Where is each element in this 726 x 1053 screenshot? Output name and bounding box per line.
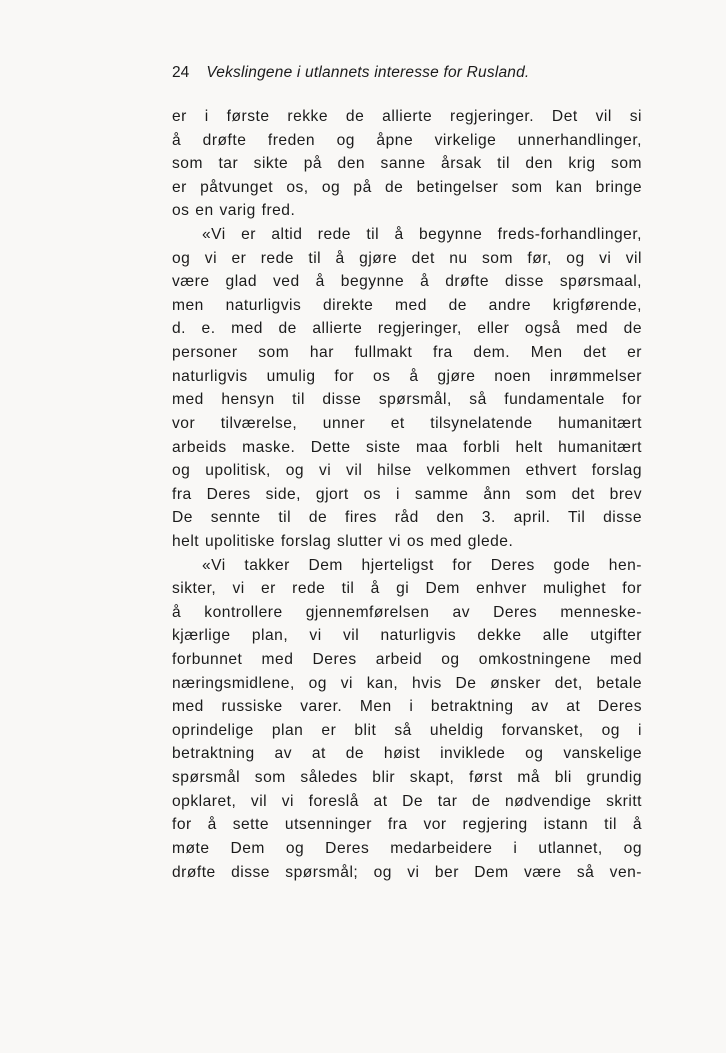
text-line: med hensyn til disse spørsmål, så fundamentale for <box>172 391 642 409</box>
text-line: og upolitisk, og vi vil hilse velkommen ethvert forslag <box>172 462 642 480</box>
body-text <box>172 105 642 884</box>
text-line: næringsmidlene, og vi kan, hvis De ønsker det, betale <box>172 674 642 692</box>
text-line: møte Dem og Deres medarbeidere i utlannet, og <box>172 839 642 857</box>
text-line: personer som har fullmakt fra dem. Men det er <box>172 344 642 362</box>
text-line: forbunnet med Deres arbeid og omkostningene med <box>172 651 642 669</box>
running-head <box>172 64 642 86</box>
text-line: os en varig fred. <box>172 202 296 220</box>
text-line: spørsmål som således blir skapt, først må bli grundig <box>172 769 642 787</box>
text-line: sikter, vi er rede til å gi Dem enhver mulighet for <box>172 580 642 598</box>
text-line: «Vi takker Dem hjerteligst for Deres gode hen- <box>202 556 642 574</box>
text-line: vor tilværelse, unner et tilsynelatende humanitært <box>172 414 642 432</box>
text-line: men naturligvis direkte med de andre krigførende, <box>172 296 642 314</box>
page-number: 24 <box>172 64 190 81</box>
text-line: fra Deres side, gjort os i samme ånn som det brev <box>172 485 642 503</box>
text-line: å kontrollere gjennemførelsen av Deres menneske- <box>172 603 642 621</box>
text-line: naturligvis umulig for os å gjøre noen inrømmelser <box>172 367 642 385</box>
text-line: d. e. med de allierte regjeringer, eller også med de <box>172 320 642 338</box>
text-line: drøfte disse spørsmål; og vi ber Dem være så ven- <box>172 863 642 881</box>
text-line: for å sette utsenninger fra vor regjering istann til å <box>172 816 642 834</box>
text-line: helt upolitiske forslag slutter vi os med glede. <box>172 532 514 550</box>
text-line: og vi er rede til å gjøre det nu som før, og vi vil <box>172 249 642 267</box>
text-line: å drøfte freden og åpne virkelige unnerhandlinger, <box>172 131 642 149</box>
text-line: oprindelige plan er blit så uheldig forvansket, og i <box>172 721 642 739</box>
text-line: kjærlige plan, vi vil naturligvis dekke alle utgifter <box>172 627 642 645</box>
text-line: med russiske varer. Men i betraktning av at Deres <box>172 698 642 716</box>
text-line: «Vi er altid rede til å begynne freds-forhandlinger, <box>202 226 642 244</box>
text-line: være glad ved å begynne å drøfte disse spørsmaal, <box>172 273 642 291</box>
text-line: De sennte til de fires råd den 3. april. Til disse <box>172 509 642 527</box>
text-line: som tar sikte på den sanne årsak til den krig som <box>172 155 642 173</box>
running-head-title: Vekslingene i utlannets interesse for Rusland. <box>206 64 530 81</box>
text-line: arbeids maske. Dette siste maa forbli helt humanitært <box>172 438 642 456</box>
text-line: opklaret, vil vi foreslå at De tar de nødvendige skritt <box>172 792 642 810</box>
text-line: er i første rekke de allierte regjeringer. Det vil si <box>172 108 642 125</box>
text-line: er påtvunget os, og på de betingelser som kan bringe <box>172 178 642 196</box>
text-line: betraktning av at de høist invikledе og vanskelige <box>172 745 642 763</box>
